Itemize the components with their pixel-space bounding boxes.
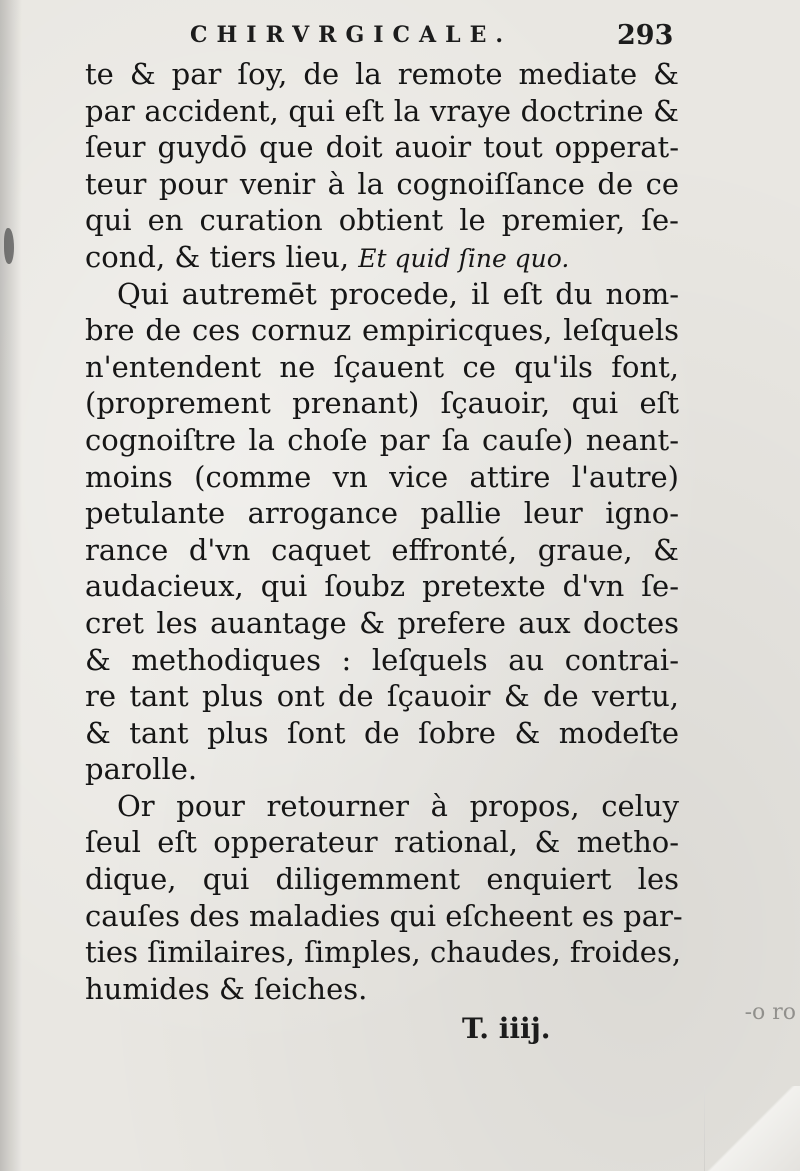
text-line: par accident, qui eſt la vraye doctrine & [85, 93, 679, 128]
text-line: moins (comme vn vice attire l'autre) [85, 459, 679, 494]
text-line: teur pour venir à la cognoiſſance de ce [85, 166, 679, 201]
bleed-through-text: -o ro [744, 1000, 796, 1025]
text-line: humides & ſeiches. [85, 971, 368, 1006]
text-line: bre de ces cornuz empiricques, leſquels [85, 313, 679, 348]
signature-mark: T. iiij. [462, 1012, 551, 1045]
text-line: te & par ſoy, de la remote mediate & [85, 57, 679, 91]
paragraph-start-line: Or pour retourner à propos, celuy [117, 788, 679, 823]
text-line: ties ſimilaires, ſimples, chaudes, froides, [85, 935, 682, 970]
paragraph-start-line: Qui autremēt procede, il eſt du nom- [117, 276, 679, 311]
page-corner [704, 1086, 800, 1171]
running-head: CHIRVRGICALE. [190, 22, 512, 48]
text-line: ſeur guydō que doit auoir tout opperat- [85, 130, 679, 165]
gutter-shadow [0, 0, 22, 1171]
text-line [85, 239, 679, 276]
text-line: & tant plus ſont de ſobre & modeſte [85, 715, 679, 750]
text-line: rance d'vn caquet effronté, graue, & [85, 532, 679, 567]
text-line: cognoiſtre la choſe par ſa cauſe) neant- [85, 422, 679, 457]
text-line-start: cond, & tiers lieu, [85, 239, 350, 274]
text-line: n'entendent ne ſçauent ce qu'ils font, [85, 349, 679, 384]
body-text [85, 56, 683, 1007]
text-line: petulante arrogance pallie leur igno- [85, 496, 679, 531]
text-line: qui en curation obtient le premier, ſe- [85, 203, 679, 238]
page-number: 293 [617, 20, 674, 51]
text-line: cauſes des maladies qui eſcheent es par- [85, 898, 683, 933]
text-line: (proprement prenant) ſçauoir, qui eſt [85, 386, 679, 421]
margin-ink-blot [4, 228, 14, 264]
text-line: audacieux, qui ſoubz pretexte d'vn ſe- [85, 569, 679, 604]
text-line: & methodiques : leſquels au contrai- [85, 642, 679, 677]
text-line: dique, qui diligemment enquiert les [85, 862, 679, 897]
latin-phrase: Et quid ſine quo. [358, 243, 570, 273]
text-line: re tant plus ont de ſçauoir & de vertu, [85, 679, 679, 714]
text-line: parolle. [85, 752, 198, 787]
text-line: cret les auantage & prefere aux doctes [85, 605, 679, 640]
text-line: ſeul eſt opperateur rational, & metho- [85, 825, 679, 860]
